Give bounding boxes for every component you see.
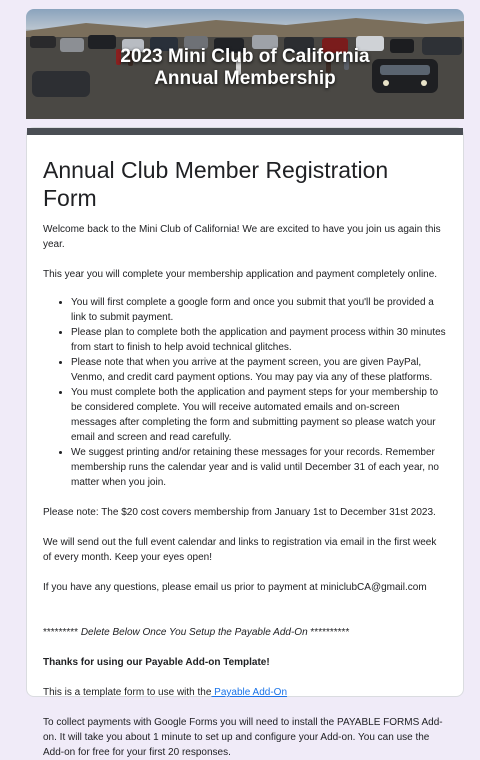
cost-note: Please note: The $20 cost covers membership from January 1st to December 31st 2023. xyxy=(43,507,436,518)
instructions-list xyxy=(43,295,447,490)
list-item: • You must complete both the application and payment steps for your membership to be considered complete. You will receive automated emails and on-screen messages after completing the form and submitting payment so please watch your email and screen and read carefully. xyxy=(71,385,447,445)
banner-title xyxy=(26,46,464,90)
list-item: • We suggest printing and/or retaining these messages for your records. Remember membership runs the calendar year and is valid until December 31 of each year, no matter when you join. xyxy=(71,445,447,490)
delete-note xyxy=(43,625,447,640)
delete-note-suffix: ********** xyxy=(307,627,350,638)
header-banner-image xyxy=(26,9,464,119)
list-item: • You will first complete a google form and once you submit that you'll be provided a link to submit payment. xyxy=(71,295,447,325)
form-description-card xyxy=(26,127,464,758)
delete-note-text: Delete Below Once You Setup the Payable Add-On xyxy=(80,627,308,638)
intro-paragraph: This year you will complete your membership application and payment completely online. xyxy=(43,269,438,280)
thanks-heading: Thanks for using our Payable Add-on Template! xyxy=(43,657,270,668)
list-item: • Please note that when you arrive at the payment screen, you are given PayPal, Venmo, and credit card payment options. You may pay via any of these platforms. xyxy=(71,355,447,385)
banner-title-line-2: Annual Membership xyxy=(154,68,336,89)
template-paragraph xyxy=(43,685,447,700)
list-item: • Please plan to complete both the application and payment process within 30 minutes from start to finish to help avoid technical glitches. xyxy=(71,325,447,355)
template-text: This is a template form to use with the xyxy=(43,687,212,698)
banner-title-line-1: 2023 Mini Club of California xyxy=(120,46,370,67)
payable-addon-link[interactable]: Payable Add-On xyxy=(211,687,288,698)
welcome-paragraph: Welcome back to the Mini Club of California! We are excited to have you join us again this year. xyxy=(43,224,441,250)
form-title: Annual Club Member Registration Form xyxy=(43,157,389,211)
calendar-note: We will send out the full event calendar and links to registration via email in the first week of every month. Keep your eyes open! xyxy=(43,537,437,563)
card-accent-bar xyxy=(27,128,463,135)
delete-note-prefix: ********* xyxy=(43,627,81,638)
form-description xyxy=(27,135,463,760)
questions-note: If you have any questions, please email us prior to payment at miniclubCA@gmail.com xyxy=(43,582,427,593)
collect-paragraph: To collect payments with Google Forms you will need to install the PAYABLE FORMS Add-on. It will take you about 1 minute to set up and configure your Add-on. You can use the Add-on for free for your first 20 responses. xyxy=(43,717,443,758)
